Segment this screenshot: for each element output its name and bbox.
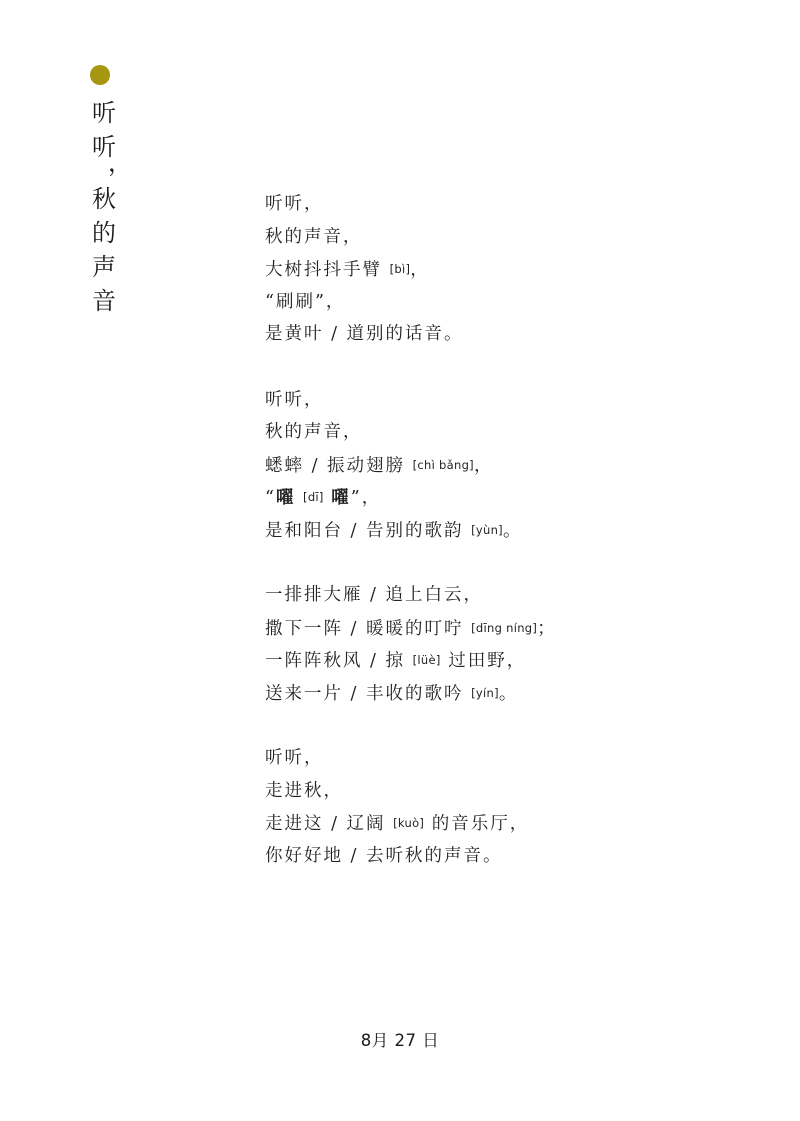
poem-stanza	[265, 579, 785, 709]
poem-line	[265, 188, 785, 221]
pinyin-annotation: [bì]	[389, 262, 411, 276]
line-text: 一阵阵秋风 / 掠	[265, 651, 413, 671]
poem-body	[265, 188, 785, 905]
line-text: 是黄叶 / 道别的话音。	[265, 324, 464, 344]
page-date: 8月 27 日	[360, 1031, 440, 1050]
line-text: ”，	[350, 488, 382, 508]
poem-line	[265, 481, 785, 514]
pinyin-annotation: [dī]	[303, 490, 324, 504]
line-text: 。	[498, 683, 519, 704]
line-text: ；	[537, 618, 557, 639]
title-char: 声	[92, 253, 116, 281]
poem-stanza	[265, 188, 785, 351]
title-char	[86, 149, 132, 182]
bullet-dot-icon	[90, 65, 110, 85]
onomatopoeia-char: 嚁	[275, 488, 296, 508]
line-text: 秋的声音，	[265, 226, 363, 247]
line-text	[295, 488, 303, 508]
line-text: 的音乐厅，	[424, 814, 530, 834]
line-text: “刷刷”，	[265, 291, 346, 312]
line-text: 撒下一阵 / 暖暖的叮咛	[265, 618, 472, 639]
poem-line	[265, 221, 785, 254]
line-text: 听听，	[265, 194, 324, 214]
poem-line	[265, 677, 785, 710]
line-text: 走进秋，	[265, 780, 343, 801]
poem-line	[265, 318, 785, 351]
poem-line	[265, 742, 785, 775]
line-text: 大树抖抖手臂	[265, 260, 390, 280]
poem-line	[265, 579, 785, 612]
line-text: “	[265, 488, 276, 508]
poem-stanza	[265, 384, 785, 547]
onomatopoeia-char: 嚁	[331, 488, 351, 508]
line-text: 送来一片 / 丰收的歌吟	[265, 683, 472, 704]
poem-line	[265, 807, 785, 840]
title-char: 听	[92, 99, 116, 127]
poem-line	[265, 416, 785, 449]
poem-line	[265, 449, 785, 482]
pinyin-annotation: [yùn]	[471, 522, 503, 537]
poem-line	[265, 644, 785, 677]
line-text: ，	[410, 260, 430, 280]
pinyin-annotation: [chì bǎng]	[412, 457, 474, 472]
line-text: 听听，	[265, 389, 324, 410]
poem-line	[265, 840, 785, 873]
poem-line	[265, 612, 785, 645]
line-text: 一排排大雁 / 追上白云，	[265, 585, 484, 605]
line-text: ，	[473, 455, 494, 476]
line-text: 秋的声音，	[265, 422, 363, 442]
line-text: 听听，	[265, 748, 324, 768]
line-text: 蟋蟀 / 振动翅膀	[265, 455, 413, 476]
title-char: 音	[92, 287, 116, 315]
line-text: 过田野，	[440, 651, 527, 671]
poem-line	[265, 253, 785, 286]
poem-line	[265, 286, 785, 319]
title-comma: ，	[108, 149, 132, 177]
poem-line	[265, 775, 785, 808]
line-text: 走进这 / 辽阔	[265, 814, 394, 834]
line-text: 你好好地 / 去听秋的声音。	[265, 845, 503, 866]
pinyin-annotation: [yín]	[471, 685, 499, 700]
poem-line	[265, 384, 785, 417]
line-text: 。	[502, 520, 523, 541]
line-text: 是和阳台 / 告别的歌韵	[265, 520, 472, 541]
pinyin-annotation: [lüè]	[412, 653, 441, 667]
poem-line	[265, 514, 785, 547]
title-char: 的	[92, 219, 116, 247]
pinyin-annotation: [dīng níng]	[471, 620, 538, 635]
title-char: 听	[92, 133, 116, 161]
vertical-title	[86, 96, 132, 318]
title-char: 秋	[92, 185, 116, 213]
poem-stanza	[265, 742, 785, 872]
pinyin-annotation: [kuò]	[393, 816, 425, 830]
